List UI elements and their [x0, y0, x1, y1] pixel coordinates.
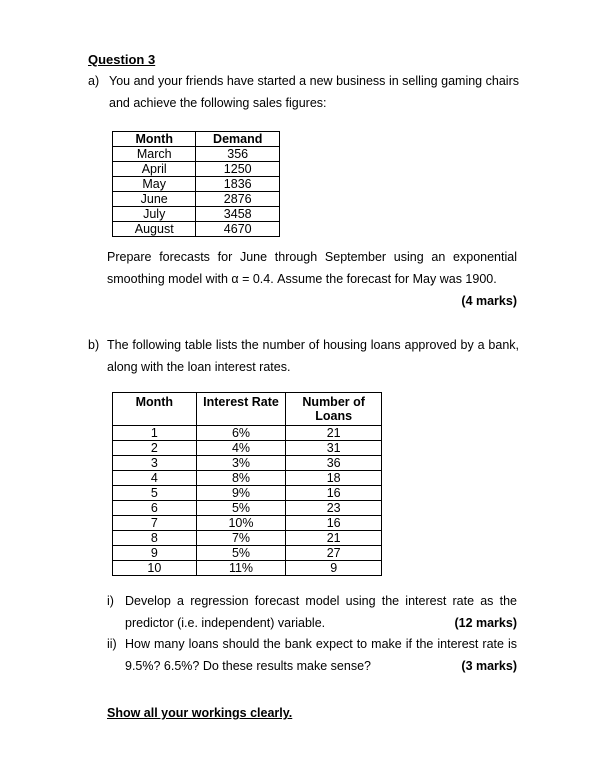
demand-table-row — [113, 207, 280, 222]
part-a-marks: (4 marks) — [461, 294, 517, 308]
demand-header-month: Month — [113, 132, 196, 147]
part-b-label: b) — [88, 338, 100, 352]
loans-table-row-cell: 10 — [113, 561, 197, 576]
part-a-instruction-line1: Prepare forecasts for June through September using an exponential — [107, 250, 517, 264]
question-title: Question 3 — [88, 52, 156, 67]
demand-table-row — [113, 177, 280, 192]
part-a-intro-line2: and achieve the following sales figures: — [109, 96, 327, 110]
loans-table-row — [113, 501, 382, 516]
footer-note: Show all your workings clearly. — [107, 706, 293, 720]
loans-table-row-cell: 3 — [113, 456, 197, 471]
demand-table-row — [113, 147, 280, 162]
demand-table-row-cell: August — [113, 222, 196, 237]
loans-table-row-cell: 21 — [286, 426, 382, 441]
loans-table-row — [113, 516, 382, 531]
loans-table-row-cell: 8 — [113, 531, 197, 546]
part-b-intro-line2: along with the loan interest rates. — [107, 360, 291, 374]
part-a-intro — [109, 70, 519, 114]
loans-table-row-cell: 2 — [113, 441, 197, 456]
loans-table-row — [113, 546, 382, 561]
loans-table-row — [113, 426, 382, 441]
loans-header-month: Month — [113, 393, 197, 426]
part-b-intro-line1: The following table lists the number of housing loans approved by a bank, — [107, 338, 519, 352]
loans-table-row-cell: 3% — [196, 456, 286, 471]
loans-table-row-cell: 27 — [286, 546, 382, 561]
loans-table-row — [113, 531, 382, 546]
demand-table-row-cell: July — [113, 207, 196, 222]
sub-i-marks: (12 marks) — [454, 616, 517, 630]
loans-table-row-cell: 23 — [286, 501, 382, 516]
part-a-intro-line1: You and your friends have started a new business in selling gaming chairs — [109, 74, 519, 88]
loans-table-row — [113, 561, 382, 576]
sub-ii-line2: 9.5%? 6.5%? Do these results make sense? — [125, 659, 371, 673]
loans-table-row — [113, 471, 382, 486]
loans-table-row-cell: 5% — [196, 546, 286, 561]
loans-table — [112, 392, 382, 576]
sub-ii-marks: (3 marks) — [461, 659, 517, 673]
loans-table-row-cell: 7 — [113, 516, 197, 531]
demand-table-row — [113, 222, 280, 237]
loans-table-row-cell: 7% — [196, 531, 286, 546]
loans-table-row — [113, 486, 382, 501]
demand-table-row-cell: 1250 — [196, 162, 280, 177]
demand-table — [112, 131, 280, 237]
part-a-instruction — [107, 246, 517, 290]
loans-table-row-cell: 11% — [196, 561, 286, 576]
loans-table-row-cell: 5 — [113, 486, 197, 501]
loans-table-row-cell: 9 — [286, 561, 382, 576]
loans-table-row-cell: 16 — [286, 516, 382, 531]
demand-header-demand: Demand — [196, 132, 280, 147]
loans-table-row-cell: 5% — [196, 501, 286, 516]
sub-ii-line1: How many loans should the bank expect to make if the interest rate is — [125, 637, 517, 651]
demand-table-row-cell: 1836 — [196, 177, 280, 192]
demand-table-row-cell: June — [113, 192, 196, 207]
loans-table-row-cell: 6 — [113, 501, 197, 516]
loans-table-row-cell: 16 — [286, 486, 382, 501]
loans-table-row-cell: 1 — [113, 426, 197, 441]
loans-table-row — [113, 456, 382, 471]
demand-table-row-cell: April — [113, 162, 196, 177]
demand-table-row-cell: March — [113, 147, 196, 162]
loans-table-row — [113, 441, 382, 456]
loans-table-row-cell: 9 — [113, 546, 197, 561]
demand-table-header — [113, 132, 280, 147]
loans-table-header — [113, 393, 382, 426]
sub-i-line2: predictor (i.e. independent) variable. — [125, 616, 326, 630]
loans-table-row-cell: 6% — [196, 426, 286, 441]
loans-table-row-cell: 18 — [286, 471, 382, 486]
sub-ii-text — [125, 633, 517, 677]
sub-i-line1: Develop a regression forecast model using the interest rate as the — [125, 594, 517, 608]
demand-table-row-cell: 4670 — [196, 222, 280, 237]
sub-i-label: i) — [107, 594, 114, 608]
loans-header-number-of-loans: Number of Loans — [286, 393, 382, 426]
demand-table-row — [113, 162, 280, 177]
demand-table-row-cell: 3458 — [196, 207, 280, 222]
loans-table-row-cell: 36 — [286, 456, 382, 471]
loans-table-row-cell: 21 — [286, 531, 382, 546]
demand-table-row-cell: 356 — [196, 147, 280, 162]
demand-table-row — [113, 192, 280, 207]
sub-ii-label: ii) — [107, 637, 117, 651]
part-a-instruction-line2: smoothing model with α = 0.4. Assume the forecast for May was 1900. — [107, 272, 497, 286]
loans-table-row-cell: 8% — [196, 471, 286, 486]
loans-table-row-cell: 10% — [196, 516, 286, 531]
loans-table-row-cell: 31 — [286, 441, 382, 456]
loans-table-row-cell: 4 — [113, 471, 197, 486]
part-b-intro — [107, 334, 519, 378]
demand-table-row-cell: 2876 — [196, 192, 280, 207]
loans-table-row-cell: 9% — [196, 486, 286, 501]
loans-table-row-cell: 4% — [196, 441, 286, 456]
loans-header-interest-rate: Interest Rate — [196, 393, 286, 426]
part-a-label: a) — [88, 74, 100, 88]
demand-table-row-cell: May — [113, 177, 196, 192]
